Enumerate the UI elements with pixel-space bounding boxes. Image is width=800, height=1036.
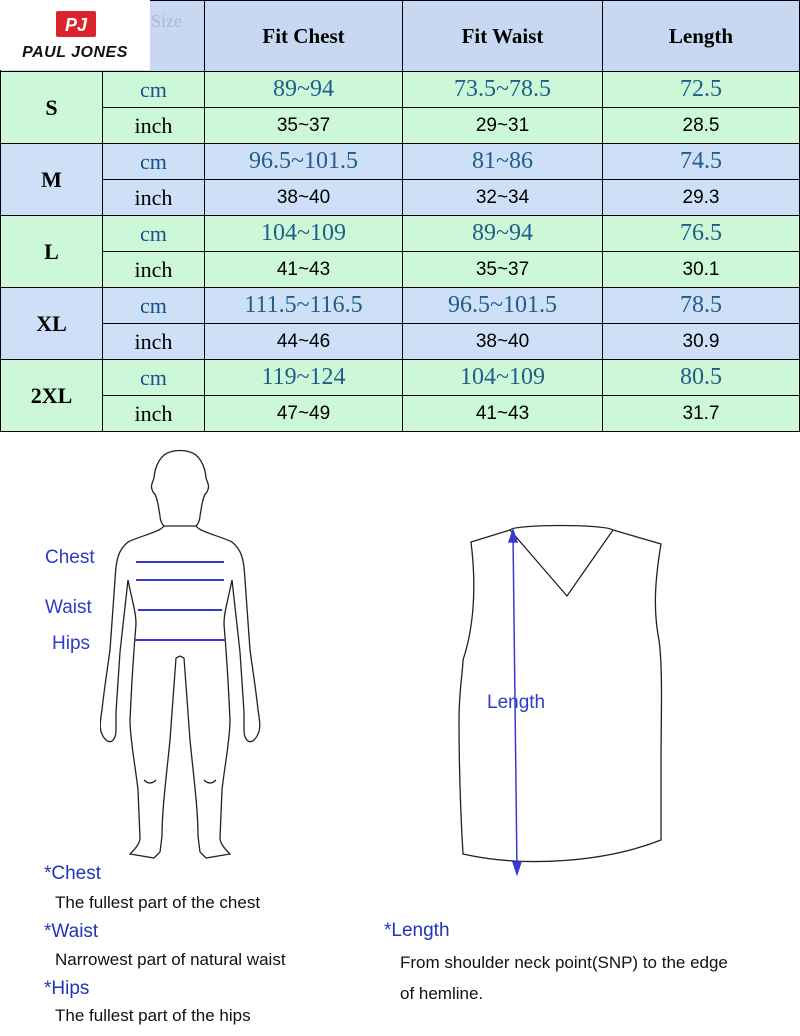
size-label: M (0, 144, 103, 216)
brand-name: PAUL JONES (22, 44, 128, 61)
pj-monogram-icon (54, 9, 98, 39)
note-chest-title: *Chest (44, 863, 102, 884)
table-cell: 41~43 (403, 396, 603, 432)
vest-length-label: Length (487, 692, 546, 713)
unit-label: cm (103, 288, 205, 324)
unit-label: inch (103, 324, 205, 360)
table-cell: 38~40 (205, 180, 403, 216)
table-cell: 104~109 (205, 216, 403, 252)
note-hips-title: *Hips (44, 978, 90, 999)
note-chest-text: The fullest part of the chest (55, 893, 261, 912)
corner-label: Size (151, 11, 182, 31)
table-cell: 29~31 (403, 108, 603, 144)
brand-logo (0, 0, 150, 70)
note-length-line1: From shoulder neck point(SNP) to the edge (400, 953, 728, 972)
table-cell: 31.7 (603, 396, 800, 432)
table-cell: 119~124 (205, 360, 403, 396)
table-cell: 47~49 (205, 396, 403, 432)
table-cell: 89~94 (205, 72, 403, 108)
table-cell: 74.5 (603, 144, 800, 180)
table-cell: 76.5 (603, 216, 800, 252)
unit-label: inch (103, 396, 205, 432)
table-cell: 96.5~101.5 (403, 288, 603, 324)
table-cell: 30.1 (603, 252, 800, 288)
body-silhouette-icon (100, 440, 280, 870)
table-cell: 30.9 (603, 324, 800, 360)
note-length-title: *Length (384, 920, 450, 941)
column-header: Fit Waist (403, 0, 603, 72)
size-label: 2XL (0, 360, 103, 432)
table-cell: 89~94 (403, 216, 603, 252)
unit-label: cm (103, 144, 205, 180)
monogram-text: PJ (64, 15, 88, 35)
note-length-line2: of hemline. (400, 984, 484, 1003)
table-cell: 28.5 (603, 108, 800, 144)
size-chart-table (0, 0, 800, 434)
unit-label: inch (103, 252, 205, 288)
table-cell: 41~43 (205, 252, 403, 288)
column-header: Fit Chest (205, 0, 403, 72)
table-cell: 44~46 (205, 324, 403, 360)
table-cell: 35~37 (403, 252, 603, 288)
table-cell: 111.5~116.5 (205, 288, 403, 324)
note-waist-text: Narrowest part of natural waist (55, 950, 286, 969)
table-cell: 78.5 (603, 288, 800, 324)
unit-label: cm (103, 216, 205, 252)
table-cell: 104~109 (403, 360, 603, 396)
note-hips-text: The fullest part of the hips (55, 1006, 251, 1025)
table-cell: 32~34 (403, 180, 603, 216)
chest-label: Chest (45, 547, 95, 568)
unit-label: cm (103, 360, 205, 396)
unit-label: cm (103, 72, 205, 108)
unit-label: inch (103, 180, 205, 216)
table-cell: 80.5 (603, 360, 800, 396)
size-label: S (0, 72, 103, 144)
unit-label: inch (103, 108, 205, 144)
table-cell: 81~86 (403, 144, 603, 180)
hips-label: Hips (52, 633, 91, 654)
size-label: XL (0, 288, 103, 360)
table-cell: 72.5 (603, 72, 800, 108)
table-cell: 96.5~101.5 (205, 144, 403, 180)
column-header: Length (603, 0, 800, 72)
table-cell: 29.3 (603, 180, 800, 216)
note-waist-title: *Waist (44, 921, 99, 942)
waist-label: Waist (45, 597, 92, 618)
table-cell: 35~37 (205, 108, 403, 144)
table-cell: 38~40 (403, 324, 603, 360)
table-cell: 73.5~78.5 (403, 72, 603, 108)
size-label: L (0, 216, 103, 288)
